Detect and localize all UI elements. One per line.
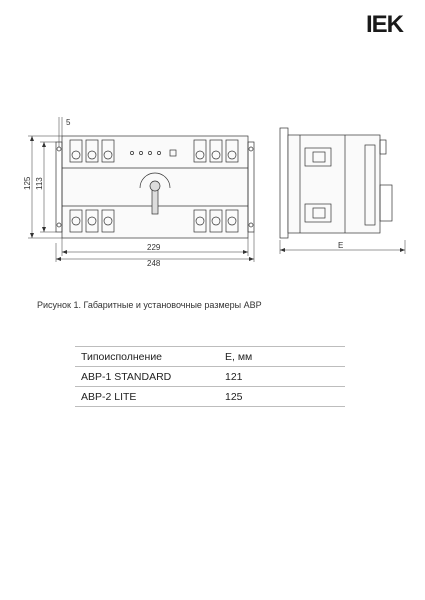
dim-label-125: 125 <box>23 176 32 190</box>
dim-label-113: 113 <box>35 177 44 190</box>
cell-e: 125 <box>219 387 345 407</box>
dim-label-5: 5 <box>66 118 71 127</box>
left-mount-flange <box>56 142 62 232</box>
mount-hole <box>57 223 61 227</box>
table-row <box>75 387 345 407</box>
mount-hole <box>57 147 61 151</box>
cell-type: АВР-1 STANDARD <box>75 367 219 387</box>
figure-caption: Рисунок 1. Габаритные и установочные размеры АВР <box>37 300 262 310</box>
header-cell-type: Типоисполнение <box>75 347 219 367</box>
side-view <box>280 128 392 238</box>
logo-text: IEK <box>365 11 403 38</box>
iek-logo <box>365 11 403 38</box>
dimension-drawing <box>0 100 425 290</box>
right-mount-flange <box>248 142 254 232</box>
dim-label-e: E <box>338 241 344 250</box>
dim-label-248: 248 <box>147 259 161 268</box>
cell-e: 121 <box>219 367 345 387</box>
header-cell-e: Е, мм <box>219 347 345 367</box>
mount-hole <box>249 147 253 151</box>
spec-table <box>75 346 345 407</box>
dim-label-229: 229 <box>147 243 161 252</box>
cell-type: АВР-2 LITE <box>75 387 219 407</box>
mount-hole <box>249 223 253 227</box>
table-row <box>75 367 345 387</box>
table-header-row <box>75 347 345 367</box>
